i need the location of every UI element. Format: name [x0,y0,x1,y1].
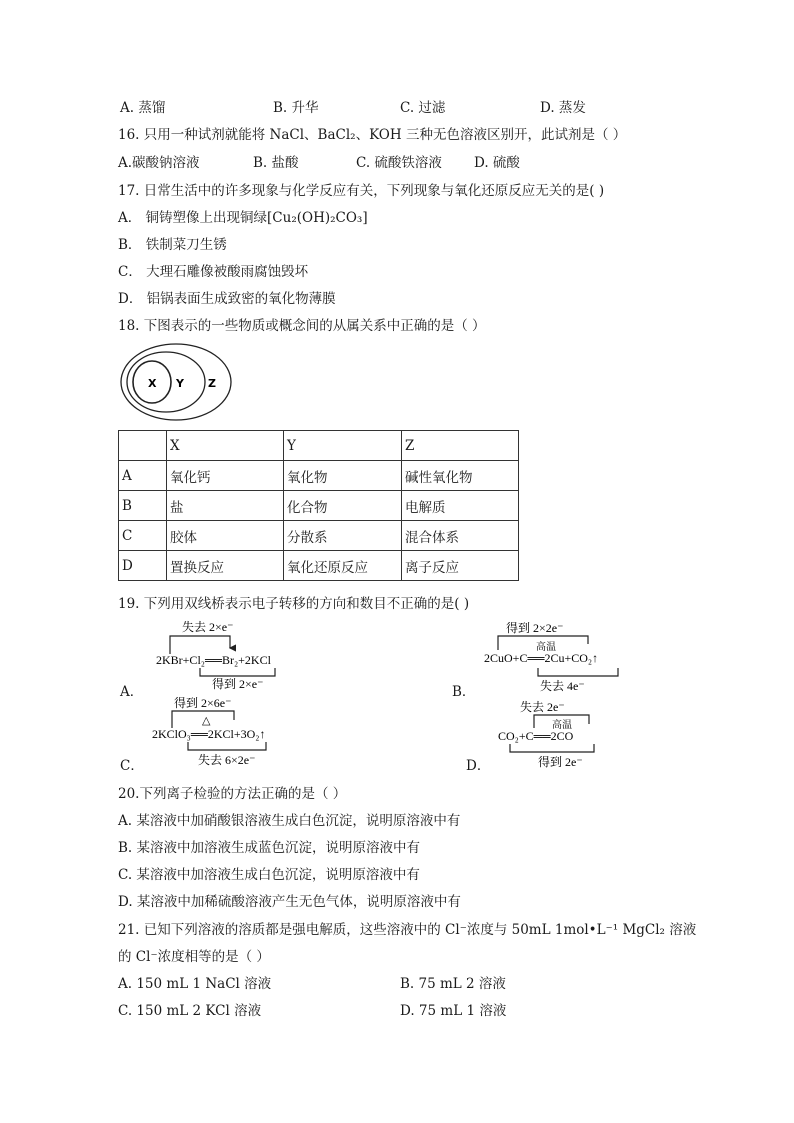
table-cell: 混合体系 [402,521,519,551]
diagram-a-top-label: 失去 2×e⁻ [182,620,234,634]
q16-stem: 16. 只用一种试剂就能将 NaCl、BaCl₂、KOH 三种无色溶液区别开，此试剂是（ ） [118,127,627,143]
diagram-b-bottom-label: 失去 4e⁻ [540,679,585,693]
table-cell: 氧化物 [284,461,402,491]
q19-option-d-label[interactable]: D． [466,758,491,774]
q16-option-d[interactable]: D. 硫酸 [474,155,520,171]
table-cell: A [119,461,167,491]
q15-option-b[interactable]: B. 升华 [273,100,319,116]
table-row[interactable] [119,521,519,551]
table-cell: 置换反应 [167,551,284,581]
q20-option-b[interactable]: B. 某溶液中加溶液生成蓝色沉淀，说明原溶液中有 [118,840,421,856]
q15-option-c[interactable]: C. 过滤 [400,100,446,116]
venn-label-z: Z [208,377,216,390]
q16-option-b[interactable]: B. 盐酸 [253,155,299,171]
table-header-cell [119,431,167,461]
venn-diagram [118,342,242,426]
q21-option-c[interactable]: C. 150 mL 2 KCl 溶液 [118,1003,262,1019]
q19-diagram-b [478,620,658,694]
table-row[interactable] [119,551,519,581]
q17-stem: 17. 日常生活中的许多现象与化学反应有关，下列现象与氧化还原反应无关的是( ) [118,183,605,199]
q15-option-d[interactable]: D. 蒸发 [540,100,586,116]
table-row[interactable] [119,461,519,491]
table-cell: C [119,521,167,551]
q19-option-b-label[interactable]: B． [452,684,476,700]
q20-option-d[interactable]: D. 某溶液中加稀硫酸溶液产生无色气体，说明原溶液中有 [118,894,461,910]
q17-option-c[interactable]: C． 大理石雕像被酸雨腐蚀毁坏 [118,264,309,280]
q21-option-a[interactable]: A. 150 mL 1 NaCl 溶液 [118,976,272,992]
table-cell: 胶体 [167,521,284,551]
q21-stem-line2: 的 Cl⁻浓度相等的是（ ） [118,949,270,965]
table-cell: 盐 [167,491,284,521]
q18-table [118,430,519,581]
table-cell: 氧化还原反应 [284,551,402,581]
q20-stem: 20.下列离子检验的方法正确的是（ ） [118,786,347,802]
diagram-b-condition: 高温 [536,642,556,653]
venn-label-y: Y [176,377,184,390]
q19-diagram-d [494,698,644,770]
q17-option-b[interactable]: B． 铁制菜刀生锈 [118,237,227,253]
diagram-d-equation: CO₂+C══2CO [498,729,574,743]
diagram-a-equation: 2KBr+Cl₂══Br₂+2KCl [156,653,271,667]
q19-stem: 19. 下列用双线桥表示电子转移的方向和数目不正确的是( ) [118,596,470,612]
diagram-b-top-label: 得到 2×2e⁻ [506,621,564,635]
q20-option-a[interactable]: A. 某溶液中加硝酸银溶液生成白色沉淀，说明原溶液中有 [118,813,461,829]
table-cell: 分散系 [284,521,402,551]
q19-diagram-c [148,694,318,766]
q19-option-a-label[interactable]: A． [120,684,144,700]
table-cell: D [119,551,167,581]
table-cell: 化合物 [284,491,402,521]
diagram-c-bottom-label: 失去 6×2e⁻ [198,753,256,766]
table-cell: B [119,491,167,521]
table-cell: 电解质 [402,491,519,521]
q16-option-c[interactable]: C. 硫酸铁溶液 [356,155,442,171]
table-header-cell: Y [284,431,402,461]
q21-stem-line1: 21. 已知下列溶液的溶质都是强电解质，这些溶液中的 Cl⁻浓度与 50mL 1mol•L⁻¹ MgCl₂ 溶液 [118,922,697,938]
table-row[interactable] [119,491,519,521]
diagram-d-condition: 高温 [552,720,572,731]
diagram-c-condition: △ [202,715,211,727]
diagram-c-top-label: 得到 2×6e⁻ [174,696,232,710]
q19-diagram-a [150,618,320,690]
venn-label-x: X [148,377,157,390]
diagram-a-bottom-label: 得到 2×e⁻ [212,677,264,690]
diagram-b-equation: 2CuO+C══2Cu+CO₂↑ [484,651,599,665]
q15-option-a[interactable]: A. 蒸馏 [120,100,166,116]
q21-option-b[interactable]: B. 75 mL 2 溶液 [400,976,506,992]
table-cell: 离子反应 [402,551,519,581]
q21-option-d[interactable]: D. 75 mL 1 溶液 [400,1003,507,1019]
table-cell: 氧化钙 [167,461,284,491]
q18-stem: 18. 下图表示的一些物质或概念间的从属关系中正确的是（ ） [118,318,486,334]
diagram-c-equation: 2KClO₃══2KCl+3O₂↑ [152,727,266,741]
q19-option-c-label[interactable]: C． [120,758,144,774]
table-header-cell: X [167,431,284,461]
q16-option-a[interactable]: A.碳酸钠溶液 [118,155,200,171]
q17-option-a[interactable]: A． 铜铸塑像上出现铜绿[Cu₂(OH)₂CO₃] [118,210,368,226]
table-cell: 碱性氧化物 [402,461,519,491]
diagram-d-bottom-label: 得到 2e⁻ [538,755,583,769]
q17-option-d[interactable]: D． 铝锅表面生成致密的氧化物薄膜 [118,291,336,307]
q20-option-c[interactable]: C. 某溶液中加溶液生成白色沉淀，说明原溶液中有 [118,867,420,883]
diagram-d-top-label: 失去 2e⁻ [520,700,565,714]
table-header-cell: Z [402,431,519,461]
table-header-row [119,431,519,461]
